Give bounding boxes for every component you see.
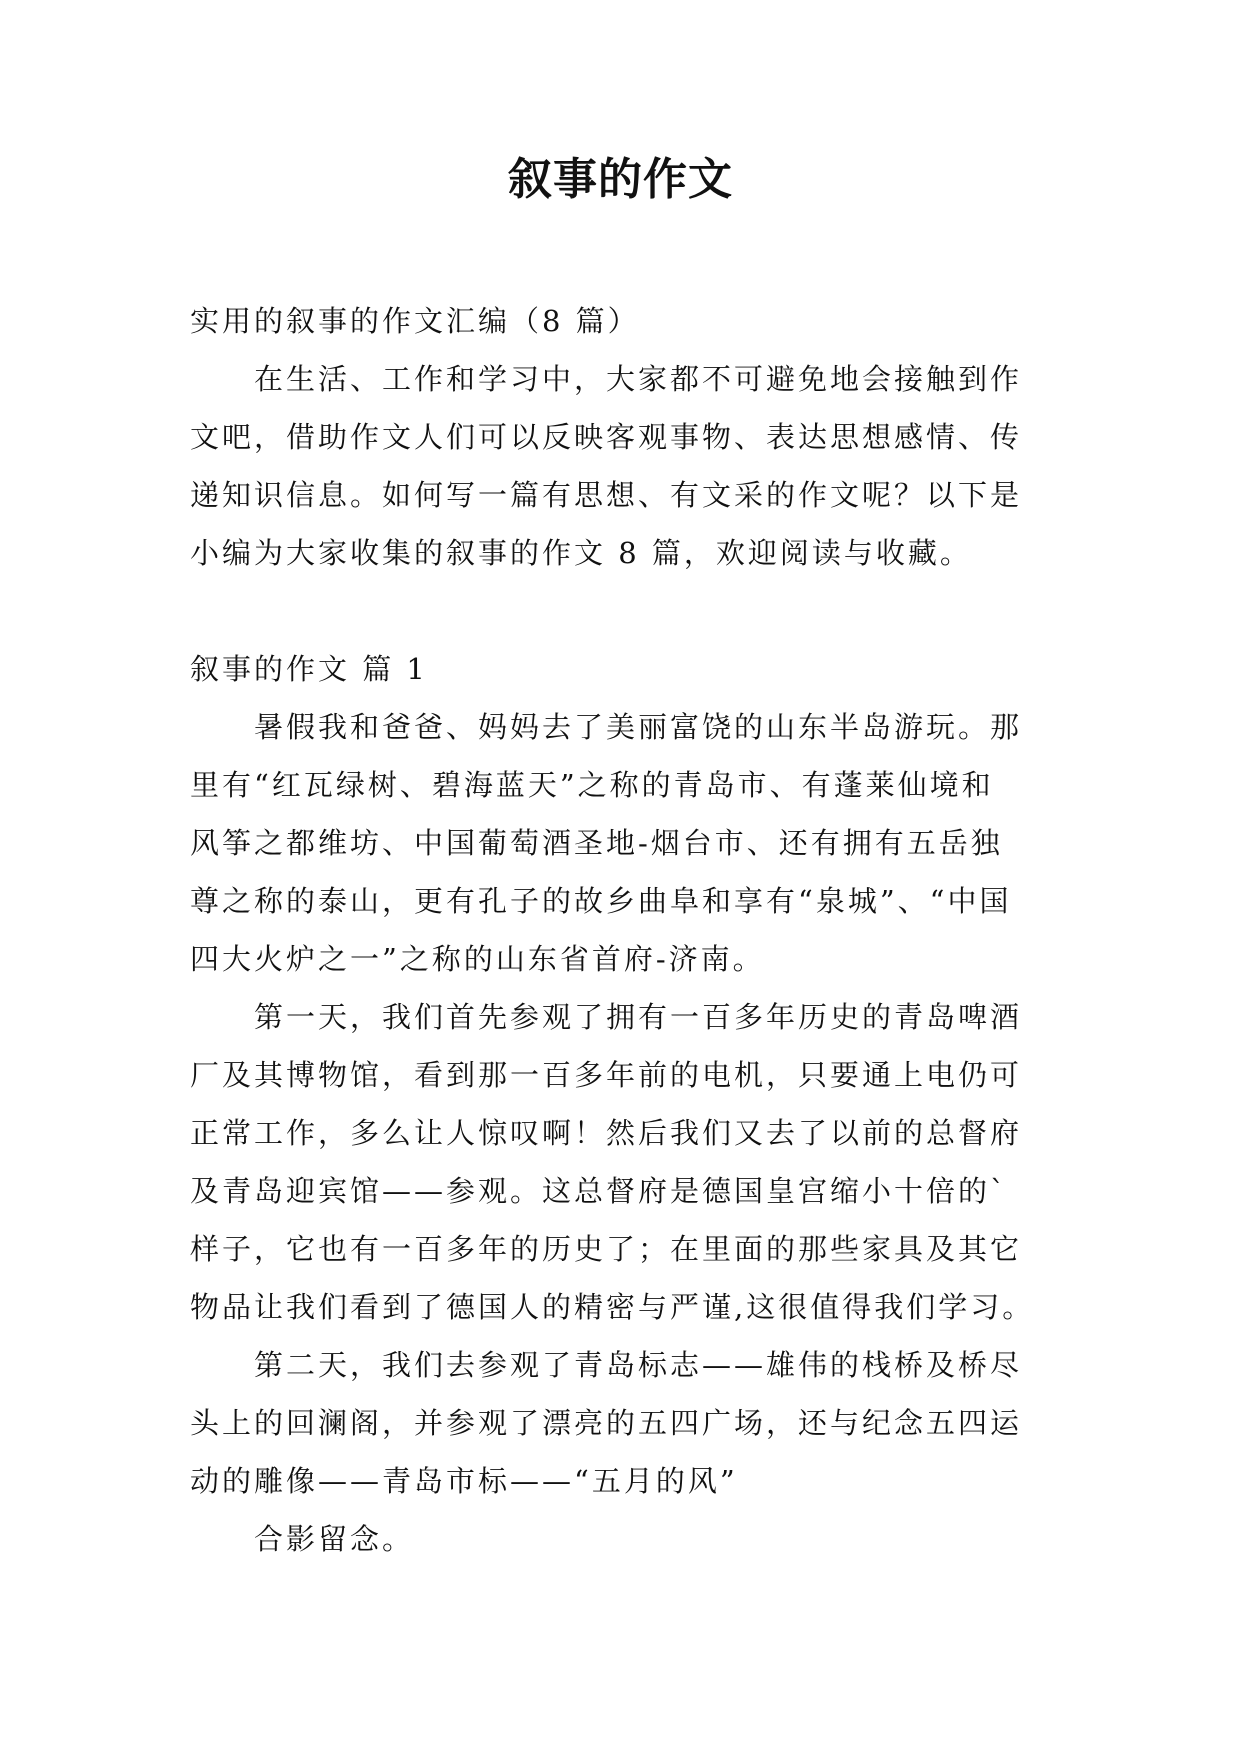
section-line: 第二天，我们去参观了青岛标志——雄伟的栈桥及桥尽 — [190, 1348, 1023, 1382]
intro-line: 递知识信息。如何写一篇有思想、有文采的作文呢？以下是 — [190, 478, 1023, 512]
section-line: 厂及其博物馆，看到那一百多年前的电机，只要通上电仍可 — [190, 1058, 1023, 1092]
section-line: 样子，它也有一百多年的历史了；在里面的那些家具及其它 — [190, 1232, 1023, 1266]
section-line: 正常工作，多么让人惊叹啊！然后我们又去了以前的总督府 — [190, 1116, 1023, 1150]
section-line: 头上的回澜阁，并参观了漂亮的五四广场，还与纪念五四运 — [190, 1406, 1023, 1440]
section-line: 及青岛迎宾馆——参观。这总督府是德国皇宫缩小十倍的` — [190, 1174, 1008, 1208]
intro-line: 小编为大家收集的叙事的作文 8 篇，欢迎阅读与收藏。 — [190, 536, 972, 570]
document-subtitle: 实用的叙事的作文汇编（8 篇） — [190, 304, 640, 338]
section-spacer — [190, 582, 1052, 640]
section-heading: 叙事的作文 篇 1 — [190, 652, 428, 686]
section-line: 里有“红瓦绿树、碧海蓝天”之称的青岛市、有蓬莱仙境和 — [190, 768, 994, 802]
intro-line: 文吧，借助作文人们可以反映客观事物、表达思想感情、传 — [190, 420, 1023, 454]
intro-line: 在生活、工作和学习中，大家都不可避免地会接触到作 — [190, 362, 1023, 396]
section-line: 暑假我和爸爸、妈妈去了美丽富饶的山东半岛游玩。那 — [190, 710, 1023, 744]
section-line: 物品让我们看到了德国人的精密与严谨,这很值得我们学习。 — [190, 1290, 1035, 1324]
section-line: 第一天，我们首先参观了拥有一百多年历史的青岛啤酒 — [190, 1000, 1023, 1034]
document-title: 叙事的作文 — [508, 154, 733, 205]
section-line: 合影留念。 — [190, 1522, 415, 1556]
section-line: 四大火炉之一”之称的山东省首府-济南。 — [190, 942, 765, 976]
document-body — [190, 292, 1052, 1568]
section-line: 尊之称的泰山，更有孔子的故乡曲阜和享有“泉城”、“中国 — [190, 884, 1012, 918]
section-line: 风筝之都维坊、中国葡萄酒圣地-烟台市、还有拥有五岳独 — [190, 826, 1003, 860]
section-line: 动的雕像——青岛市标——“五月的风” — [190, 1464, 738, 1498]
